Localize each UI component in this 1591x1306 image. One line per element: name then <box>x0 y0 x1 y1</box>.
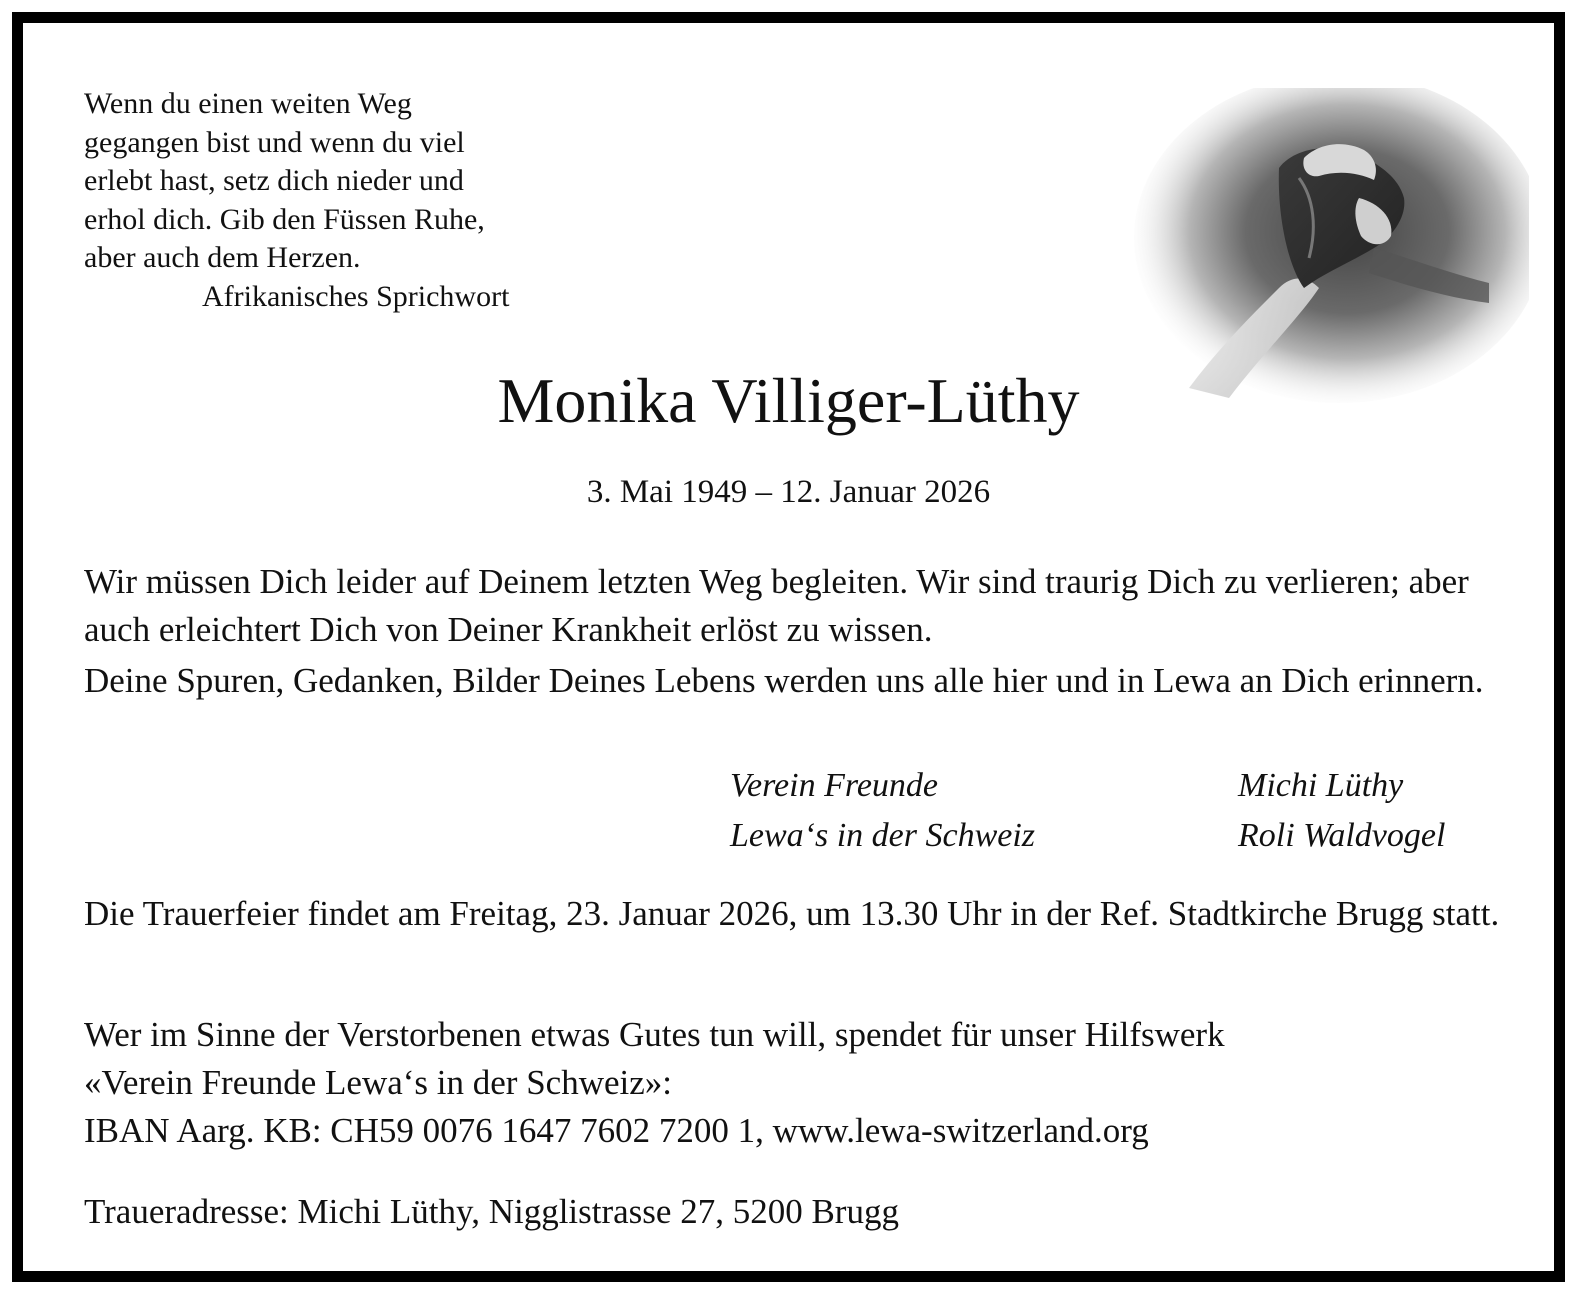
quote-line: erhol dich. Gib den Füssen Ruhe, <box>84 202 485 236</box>
signature-line: Lewa‘s in der Schweiz <box>730 817 1036 854</box>
signature-association <box>730 761 1035 861</box>
memory-paragraph: Deine Spuren, Gedanken, Bilder Deines Lebens werden uns alle hier und in Lewa an Dich erinnern. <box>84 661 1484 700</box>
farewell-paragraph: Wir müssen Dich leider auf Deinem letzten Weg begleiten. Wir sind traurig Dich zu verlieren; aber auch erleichtert Dich von Deiner Krankheit erlöst zu wissen. <box>84 562 1469 649</box>
signature-persons <box>1238 761 1445 861</box>
obituary-frame <box>12 12 1565 1282</box>
signature-line: Roli Waldvogel <box>1238 817 1446 854</box>
deceased-name: Monika Villiger-Lüthy <box>497 365 1080 436</box>
funeral-notice: Die Trauerfeier findet am Freitag, 23. Januar 2026, um 13.30 Uhr in der Ref. Stadtkirche Brugg statt. <box>84 894 1500 933</box>
life-dates: 3. Mai 1949 – 12. Januar 2026 <box>586 474 991 510</box>
donation-line: Wer im Sinne der Verstorbenen etwas Gutes tun will, spendet für unser Hilfswerk <box>84 1015 1225 1054</box>
quote-line: Wenn du einen weiten Weg <box>84 87 412 120</box>
donation-iban-line: IBAN Aarg. KB: CH59 0076 1647 7602 7200 1, www.lewa-switzerland.org <box>84 1111 1149 1150</box>
donation-notice <box>84 1011 1524 1155</box>
quote-line: erlebt hast, setz dich nieder und <box>84 164 464 198</box>
signature-line: Michi Lüthy <box>1238 767 1404 804</box>
signature-line: Verein Freunde <box>730 767 939 804</box>
quote-line: gegangen bist und wenn du viel <box>84 125 465 159</box>
donation-line: «Verein Freunde Lewa‘s in der Schweiz»: <box>84 1063 672 1102</box>
quote-line: aber auch dem Herzen. <box>84 241 361 275</box>
clasped-hands-photo <box>1129 88 1529 408</box>
mourning-address: Traueradresse: Michi Lüthy, Nigglistrasse 27, 5200 Brugg <box>84 1192 899 1231</box>
proverb-quote <box>84 85 509 317</box>
quote-source: Afrikanisches Sprichwort <box>202 279 510 313</box>
